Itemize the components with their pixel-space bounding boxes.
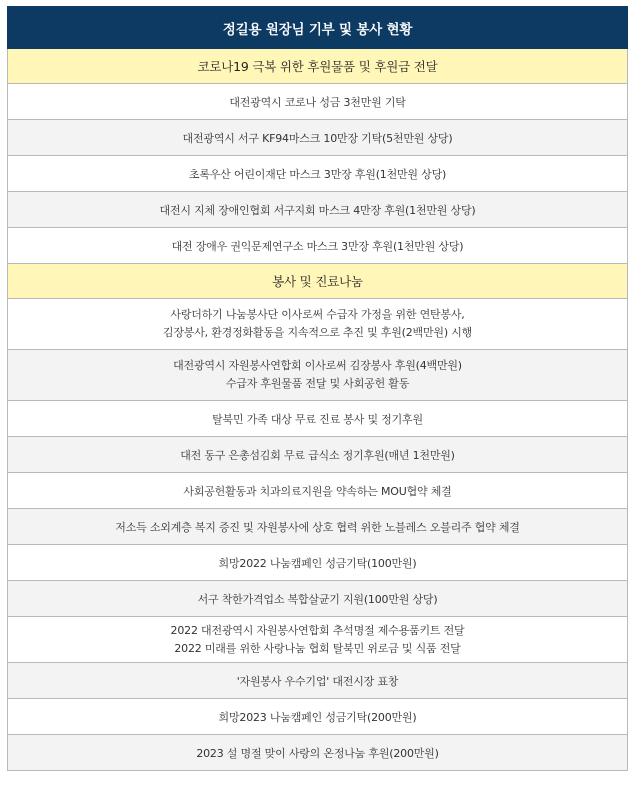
table-row bbox=[8, 192, 628, 228]
table-row bbox=[8, 299, 628, 350]
table-row bbox=[8, 350, 628, 401]
table-title: 정길용 원장님 기부 및 봉사 현황 bbox=[8, 7, 628, 49]
table-cell bbox=[8, 735, 628, 771]
cell-text-line: 대전 장애우 권익문제연구소 마스크 3만장 후원(1천만원 상당) bbox=[171, 239, 464, 253]
cell-text-line: 초록우산 어린이재단 마스크 3만장 후원(1천만원 상당) bbox=[188, 167, 447, 181]
table-title-row bbox=[8, 7, 628, 49]
cell-text-line: 대전광역시 서구 KF94마스크 10만장 기탁(5천만원 상당) bbox=[182, 131, 453, 145]
cell-text-line: 희망2023 나눔캠페인 성금기탁(200만원) bbox=[218, 710, 417, 724]
table-row bbox=[8, 120, 628, 156]
cell-text-line: 탈북민 가족 대상 무료 진료 봉사 및 정기후원 bbox=[212, 412, 423, 426]
table-row bbox=[8, 581, 628, 617]
table-cell bbox=[8, 581, 628, 617]
cell-text-line: 2022 미래를 위한 사랑나눔 협회 탈북민 위로금 및 식품 전달 bbox=[174, 641, 461, 655]
table-row bbox=[8, 663, 628, 699]
table-cell bbox=[8, 228, 628, 264]
cell-text-line: 대전시 지체 장애인협회 서구지회 마스크 4만장 후원(1천만원 상당) bbox=[159, 203, 476, 217]
cell-text-line: 수급자 후원물품 전달 및 사회공헌 활동 bbox=[225, 377, 410, 390]
cell-text-line: 김장봉사, 환경정화활동을 지속적으로 추진 및 후원(2백만원) 시행 bbox=[162, 326, 473, 339]
table-cell bbox=[8, 473, 628, 509]
cell-text-line: 희망2022 나눔캠페인 성금기탁(100만원) bbox=[218, 556, 417, 570]
table-row bbox=[8, 617, 628, 663]
section-heading: 코로나19 극복 위한 후원물품 및 후원금 전달 bbox=[8, 49, 628, 84]
section-header-row bbox=[8, 49, 628, 84]
cell-text-line: 사회공헌활동과 치과의료지원을 약속하는 MOU협약 체결 bbox=[183, 484, 452, 498]
table-cell bbox=[8, 699, 628, 735]
table-cell bbox=[8, 663, 628, 699]
cell-text-line: 2022 대전광역시 자원봉사연합회 추석명절 제수용품키트 전달 bbox=[170, 623, 465, 637]
table-cell bbox=[8, 156, 628, 192]
table-cell bbox=[8, 437, 628, 473]
cell-text-line: 대전 동구 은총섬김회 무료 급식소 정기후원(매년 1천만원) bbox=[180, 448, 455, 462]
table-cell bbox=[8, 192, 628, 228]
table-row bbox=[8, 156, 628, 192]
donation-volunteer-table bbox=[7, 6, 628, 771]
section-header-row bbox=[8, 264, 628, 299]
table-cell bbox=[8, 84, 628, 120]
table-row bbox=[8, 84, 628, 120]
cell-text-line: '자원봉사 우수기업' 대전시장 표창 bbox=[236, 674, 399, 688]
cell-text-line: 대전광역시 코로나 성금 3천만원 기탁 bbox=[229, 95, 406, 109]
table-row bbox=[8, 699, 628, 735]
table-body bbox=[8, 7, 628, 771]
table-cell bbox=[8, 617, 628, 663]
table-row bbox=[8, 401, 628, 437]
table-row bbox=[8, 545, 628, 581]
table-row bbox=[8, 473, 628, 509]
table-cell bbox=[8, 350, 628, 401]
donation-table-container bbox=[7, 6, 628, 771]
cell-text-line: 사랑더하기 나눔봉사단 이사로써 수급자 가정을 위한 연탄봉사, bbox=[170, 308, 465, 321]
table-row bbox=[8, 228, 628, 264]
table-row bbox=[8, 437, 628, 473]
table-row bbox=[8, 735, 628, 771]
cell-text-line: 서구 착한가격업소 복합살균기 지원(100만원 상당) bbox=[197, 592, 438, 606]
cell-text-line: 2023 설 명절 맞이 사랑의 온정나눔 후원(200만원) bbox=[196, 746, 439, 760]
table-cell bbox=[8, 120, 628, 156]
table-cell bbox=[8, 509, 628, 545]
table-cell bbox=[8, 545, 628, 581]
cell-text-line: 대전광역시 자원봉사연합회 이사로써 김장봉사 후원(4백만원) bbox=[173, 359, 462, 372]
table-cell bbox=[8, 299, 628, 350]
table-cell bbox=[8, 401, 628, 437]
section-heading: 봉사 및 진료나눔 bbox=[8, 264, 628, 299]
table-row bbox=[8, 509, 628, 545]
cell-text-line: 저소득 소외계층 복지 증진 및 자원봉사에 상호 협력 위한 노블레스 오블리주 협약 체결 bbox=[115, 520, 520, 534]
